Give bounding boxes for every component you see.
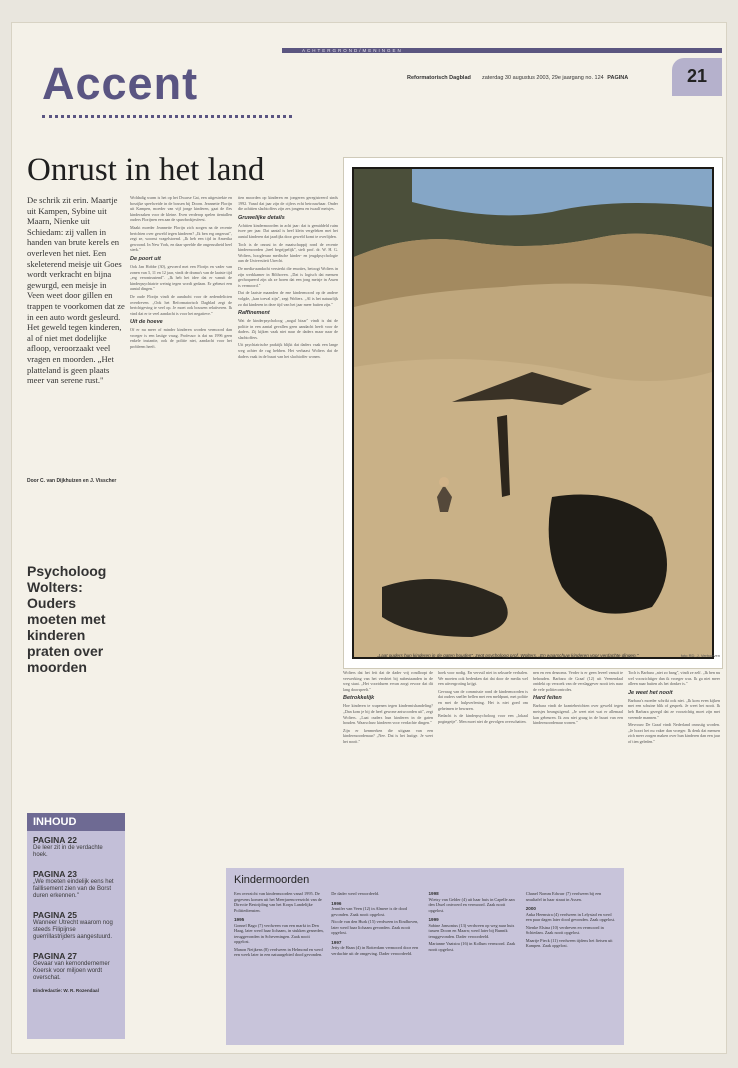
body-paragraph: De media-aandacht versterkt die emoties, betoogt Wolters in zijn werkkamer in Bilthoven. „Dat is logisch dat mensen gechoqueerd zijn als ze horen dat een jong meisje in Assen is vermoord.": [238, 265, 338, 288]
subhead: Raffinement: [238, 310, 270, 317]
body-paragraph: Wolters dat het feit dat de dader vrij rondloopt de verwerking van het verdriet bij nabestaanden in de weg staat. „Het voortduren ervan zorgt ervoor dat dit lang doorspeelt.": [343, 670, 433, 692]
kindermoorden-year: 1995: [234, 917, 245, 922]
body-paragraph: nen en een desnoms. Verder is er geen leveel vanuit te behouden. Barbara de Graaf (12) uit Veenendaal ontdekt op verzoek van de verslaggever nooit iets naar de vele politiecontroles.: [533, 670, 623, 692]
kindermoorden-year: 1999: [428, 917, 439, 922]
body-column-5: [533, 670, 623, 865]
body-paragraph: Ook Jan Hobbe (30), gevoerd met een Florijn en vader van zonen van 3, 11 en 12 jaar, vindt de drama's van de laatste tijd „erg verontrustend". „Ik heb het idee dat er vanuit de kinderpsychiatrie weinig tegen wordt gedaan. Er gebeurt een aantal dingen.": [130, 263, 232, 292]
page-number: 21: [686, 66, 708, 86]
body-paragraph: Wat de kinderpsycholoog „nogal bizar" vindt is dat de politie in een aantal gevallen geen aandacht heeft voor de daders. Zij kijken vaak niet naar de daders maar naar de slachtoffers.: [238, 318, 338, 340]
kindermoorden-intro: Een overzicht van kindermoorden vanaf 1995. De gegevens komen uit het Meerjarenoverzicht van de Directie Bestrijding van het Korps Landelijke Politiediensten.: [234, 891, 322, 913]
body-paragraph: Hoe kinderen te wapenen tegen kindermishandeling? „Dan kom je bij de heel gewone antwoorden uit", zegt Wolters. „Laat ouders hun kinderen in de gaten houden. Waarschuw kinderen voor verdachte dingen.": [343, 703, 433, 726]
headline: Onrust in het land: [27, 152, 265, 188]
kindermoorden-entry: Sabine Jansonius (13) verdween op weg naar huis tussen Doorn en Maarn; werd later bij Bunnik teruggevonden. Dader veroordeeld.: [428, 922, 515, 939]
kindermoorden-entry: Gonnel Bago (7) verdween van een markt in Den Haag, later werd haar lichaam, in stukken gesneden, teruggevonden in Scheveningen. Zaak nooit opgelost.: [234, 922, 324, 944]
subhead: Betrokkelijk: [343, 695, 375, 702]
inhoud-box: [27, 813, 125, 1039]
inhoud-text: Gevaar van kernondernemer Koersk voor miljoen wordt overschat.: [33, 961, 110, 981]
pullquote: Psycholoog Wolters: Ouders moeten met kinderen praten over moorden: [27, 563, 107, 675]
body-paragraph: Barbara vindt de kranteberichten over geweld tegen meisjes beangstigend. „Je weet niet wat er allemaal kan gebeuren. Ik zou niet graag in de buurt van een kindermoordenaar wonen.": [533, 703, 623, 726]
inhoud-text: Wanneer Utrecht waarom nog steeds Filipijnse guerrillastrijders aangestuurd.: [33, 920, 113, 940]
kindermoorden-entry: Manon Neijkens (8) verdween in Helmond en werd een week later in een natuurgebied dood gevonden. De dader werd veroordeeld.: [234, 891, 380, 957]
logo-accent: Accent: [42, 58, 199, 109]
subhead: Uit de hoeve: [130, 319, 163, 326]
body-column-1: [130, 195, 232, 1045]
section-label: ACHTERGROND/MENINGEN: [302, 48, 403, 53]
byline: Door C. van Dijkhuizen en J. Visscher: [27, 478, 117, 484]
body-paragraph: Barbara's moeder schrikt ook niet. „Ik kom even kijken met een schuine blik of gesprek. Je weet het nooit. Ik heb Barbara gezegd dat ze voorzichtig moet zijn met vreemde mannen.": [628, 697, 720, 720]
inhoud-page: PAGINA 22: [33, 835, 77, 845]
body-paragraph: tien moorden op kinderen en jongeren geregistreerd sinds 1992. Vanaf dat jaar zijn de cijfers echt betrouwbaar. Onder die achttien slachtoffers zijn zes jongens en twaalf meisjes.: [238, 195, 338, 212]
photo-caption: „Laat ouders hun kinderen in de gaten houden", zegt psycholoog prof. Wolters. „En waarschuw kinderen voor verdachte dingen.": [377, 653, 639, 658]
body-paragraph: Maakt moeder Jeannette Florijn zich zorgen na de recente berichten over geweld tegen kinderen? „Ik ben erg ongerust", zegt ze, woonst vragelstoend. „Ik heb een tijd in Amerika gewoond. In New York, en daar speelde die ongerustheid heel sterk.": [130, 224, 232, 253]
body-paragraph: Toch is de onrust in de maatschappij rond de recente kindermoorden „heel begrijpelijk", stelt prof. dr. W. H. G. Wolters, hoogleraar medische kinder- en jeugdpsychologie aan de Universiteit Utrecht.: [238, 241, 338, 264]
kindermoorden-entry: Chanel Nomm Edwarr (7) verdween bij een smultafel in haar straat in Assen.: [525, 891, 602, 902]
dateline-text: zaterdag 30 augustus 2003, 29e jaargang no. 124: [482, 75, 604, 81]
body-column-6: [628, 670, 720, 1045]
body-paragraph: Mevrouw De Graaf vindt Nederland onrustig worden. „Je hoort het nu vaker dan vroeger. Ik denk dat mensen zich meer zorgen maken over hun kinderen dan een jaar of tien geleden.": [628, 722, 720, 744]
body-paragraph: Bedacht is de kinderpsycholoog voor een „lokaal pogingetje". Men moet niet de gevolgen overschatten.: [438, 713, 528, 724]
kindermoorden-box: [226, 868, 624, 1045]
kindermoorden-entry: Nicole van den Hurk (15) verdween in Eindhoven, later werd haar lichaam gevonden. Zaak nooit opgelost.: [331, 919, 419, 935]
body-paragraph: hoek voor nodig. En vervuil niet in seksuele verhalen. We moeten ook bedenken dat dat door de media wel een uitvergroting krijgt.: [438, 670, 528, 687]
inhoud-text: De leer zit in de verdachte hoek.: [33, 845, 103, 858]
inhoud-page: PAGINA 27: [33, 951, 77, 961]
body-paragraph: Dat de laatste maanden de ene kindermoord op de andere volgde, „kan toeval zijn", zegt Wolters. „Al is het natuurlijk zo dat kinderen in deze tijd van het jaar meer buiten zijn.": [238, 290, 338, 307]
newspaper-page: [11, 22, 727, 1054]
inhoud-item[interactable]: [33, 869, 119, 900]
kindermoorden-entry: Nienke Elsina (10) verdreven en vermoord in Schiedam. Zaak nooit opgelost.: [525, 924, 604, 935]
inhoud-item[interactable]: [33, 951, 119, 982]
body-paragraph: Achttien kindermoorden in acht jaar: dat is gemiddeld ruim twee per jaar. Dat aantal is heel klein vergeleken met het aantal kinderen dat jaarlijks door geweld komt te overlijden.: [238, 222, 338, 239]
body-paragraph: Gevraag van de commissie rond de kindermoorden is dat ouders sneller bellen met een meldpunt, met politie en met de hulpverlening. Het is niet goed om geheimen te bewaren.: [438, 688, 528, 711]
body-paragraph: Zijn er kenmerken die uitgaan van een kindermoordenaar? „Nee. Dat is het lastige. Je weet het nooit.": [343, 727, 433, 744]
body-paragraph: Uit psychiatrische praktijk blijkt dat daders vaak een lange weg achter de rug hebben. Het verbaast Wolters dat de daders vaak in de buurt van het slachtoffer wonen.: [238, 342, 338, 359]
photo-frame: [343, 157, 723, 669]
inhoud-page: PAGINA 25: [33, 910, 77, 920]
dateline: [482, 75, 628, 81]
inhoud-page: PAGINA 23: [33, 869, 77, 879]
page-word: PAGINA: [607, 75, 629, 81]
kindermoorden-entry: Jetty de Haan (4) in Rotterdam vermoord door een verdachte uit de omgeving. Dader veroordeeld.: [331, 945, 419, 956]
inhoud-editor: Eindredactie: W. R. Rozendaal: [33, 988, 99, 993]
body-paragraph: Woldadig warm is het op het Dwarse Gat, een uitgestrekte en bosrijke speelweide in de bossen bij Doorn. Jeannette Florijn uit Kampen, moeder van vijf jonge kinderen, gaat de fles kinderzaken voor de kleine. Even verderop spelen tientallen ouders Florijnen een aan de spuwbrokjesfeest.: [130, 195, 232, 223]
newspaper-name: Reformatorisch Dagblad: [407, 75, 471, 81]
kindermoorden-entry: Jennifer van Veen (12) in Almere is de dood gevonden. Zaak nooit opgelost.: [331, 906, 408, 917]
photo-desert-scene: [352, 167, 714, 659]
kindermoorden-year: 1997: [331, 939, 342, 945]
body-column-3: [343, 670, 433, 865]
kindermoorden-year: 1998: [428, 891, 439, 896]
kindermoorden-entry: Wietsy van Gelder (4) uit haar huis in Capelle aan den IJssel ontvoerd en vermoord. Zaak nooit opgelost.: [428, 896, 515, 913]
subhead: Gruwelijke details: [238, 214, 285, 221]
kindermoorden-title: Kindermoorden: [234, 874, 310, 886]
subhead: Je weet het nooit: [628, 689, 673, 696]
kindermoorden-entry: Maartje Pieck (11) verdween tijdens het fietsen uit Kampen. Zaak opgelost.: [525, 937, 613, 948]
kindermoorden-entry: Anka Heemstra (4) verdween in Lelystad en werd een paar dagen later dood gevonden. Zaak opgelost.: [525, 911, 616, 922]
body-paragraph: Toch is Barbara „niet zo bang", vindt ze zelf. „Ik ben nu wel voorzichtiger dan ik vroeger was. Ik ga niet meer alleen naar buiten als het donker is.": [628, 670, 720, 687]
kindermoorden-entry: Marianne Vaatstra (16) in Kollum vermoord. Zaak nooit opgelost.: [428, 941, 516, 952]
logo-rule: [42, 115, 292, 118]
kindermoorden-year: 2000: [525, 906, 536, 911]
inhoud-item[interactable]: [33, 910, 119, 941]
body-paragraph: Of er nu meer of minder kinderen worden vermoord dan vroeger is een lastige vraag. Professor is dat na 1996 geen enkele instantie, ook de politie niet, aandacht voor het probleem heeft.: [130, 327, 232, 350]
kindermoorden-year: 1996: [331, 900, 342, 906]
inhoud-item[interactable]: [33, 835, 119, 859]
photo-credit: foto RD, J. Verhoeven: [680, 653, 720, 658]
body-paragraph: De oude Florijn vindt de aandacht voor de zedendelicten overdreven. „Ook het Reformatorisch Dagblad zegt de berichtgeving te veel op. Je moet ook bouwen relativeren. Ik vind dat er te veel aandacht is voor het negatieve.": [130, 293, 232, 316]
body-column-4: [438, 670, 528, 865]
inhoud-text: „We moeten eindelijk eens het faillisement zien van de Borst duren erkennen.": [33, 879, 114, 899]
inhoud-title: INHOUD: [27, 813, 125, 831]
lead-paragraph: De schrik zit erin. Maartje uit Kampen, Sybine uit Maarn, Nienke uit Schiedam: zij vallen in handen van brute kerels en overleven het niet. Een skeleterend meisje uit Goes wordt verkracht en bijna gewurgd, een meisje in Veen weet door gillen en trappen te voorkomen dat ze in een auto wordt gesleurd. Het geweld tegen kinderen, al of niet met dodelijke afloop, veroorzaakt veel vragen en moorden. „Het platteland is geen plaats meer van serene rust.": [27, 195, 125, 386]
subhead: Hard feiten: [533, 695, 562, 702]
subhead: De poort uit: [130, 255, 161, 262]
